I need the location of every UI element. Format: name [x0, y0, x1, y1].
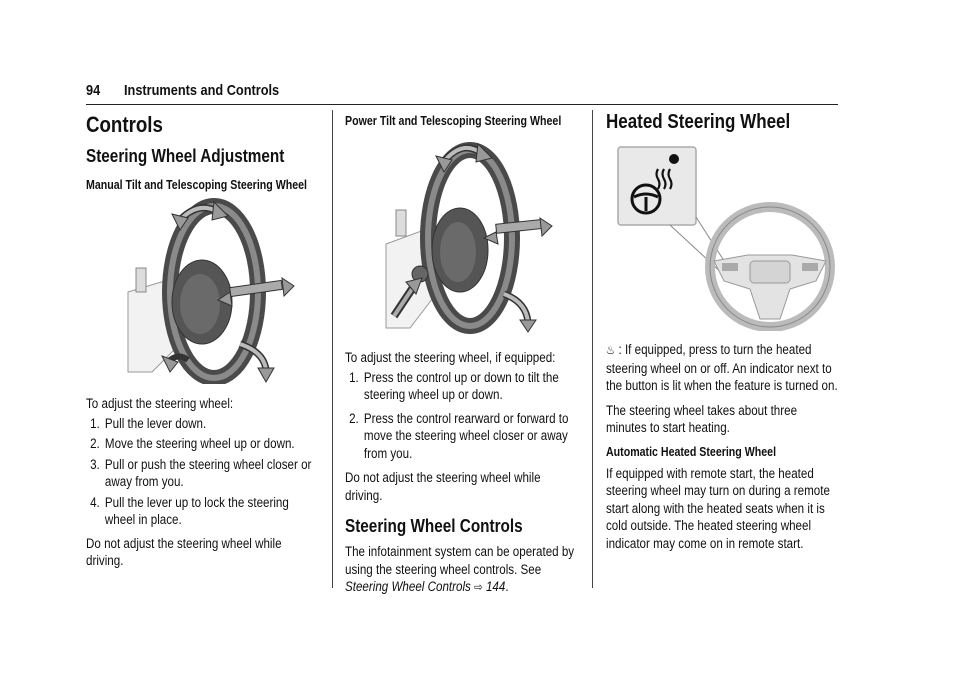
steering-wheel-adjustment-heading: Steering Wheel Adjustment: [86, 146, 285, 166]
section-title: Instruments and Controls: [124, 82, 280, 99]
controls-heading: Controls: [86, 112, 163, 137]
heated-button-inset: [618, 147, 696, 225]
heated-steering-wheel-heading: Heated Steering Wheel: [606, 111, 791, 133]
list-item: 3. Pull or push the steering wheel closer or away from you.: [90, 456, 312, 489]
automatic-heated-text: If equipped with remote start, the heated steering wheel may turn on during a remote start along with the heated seats when it is cold outside. The heated steering wheel indicator may come on in remote start.: [606, 465, 830, 551]
manual-steps: [86, 415, 318, 529]
power-steps: [345, 369, 580, 463]
indicator-light-icon: [669, 154, 679, 164]
page-number: 94: [86, 82, 101, 99]
column-divider-1: [332, 110, 333, 588]
list-item: 1. Press the control up or down to tilt the steering wheel up or down.: [349, 369, 559, 402]
list-item: 4. Pull the lever up to lock the steering wheel in place.: [90, 494, 289, 527]
heated-wheel-inline-icon: ♨: [606, 343, 616, 357]
manual-warning: Do not adjust the steering wheel while driving.: [86, 535, 282, 568]
steering-wheel-controls-page: 144: [485, 579, 506, 594]
heated-wheel-text: [606, 341, 841, 552]
manual-figure-caption: Manual Tilt and Telescoping Steering Wheel: [86, 178, 307, 192]
power-figure-caption: Power Tilt and Telescoping Steering Wheel: [345, 114, 562, 128]
column-1: [86, 110, 318, 192]
power-steering-wheel-illustration: [380, 134, 555, 334]
manual-steering-wheel-illustration: [118, 192, 298, 384]
page-header: [86, 82, 838, 105]
page-reference-icon: ⇨: [474, 580, 483, 594]
column-divider-2: [592, 110, 593, 588]
list-item: 1. Pull the lever down.: [90, 415, 207, 431]
heating-time-text: The steering wheel takes about three minutes to start heating.: [606, 402, 798, 435]
power-intro: To adjust the steering wheel, if equipped:: [345, 350, 556, 365]
automatic-heated-heading: Automatic Heated Steering Wheel: [606, 444, 777, 459]
manual-intro: To adjust the steering wheel:: [86, 396, 234, 411]
steering-wheel-controls-text: The infotainment system can be operated by using the steering wheel controls. See Steering Wheel Controls ⇨ 144.: [345, 544, 575, 594]
heated-button-description: ♨ : If equipped, press to turn the heated steering wheel on or off. An indicator next to the button is lit when the feature is turned on.: [606, 342, 838, 393]
lever-icon: [136, 268, 146, 292]
heated-steering-wheel-illustration: [610, 143, 838, 331]
column-3: [606, 110, 841, 134]
column-2: [345, 110, 580, 128]
manual-instructions: [86, 395, 318, 570]
power-instructions: [345, 349, 580, 597]
list-item: 2. Press the control rearward or forward to move the steering wheel closer or away from you.: [349, 410, 569, 461]
power-warning: Do not adjust the steering wheel while driving.: [345, 470, 541, 503]
list-item: 2. Move the steering wheel up or down.: [90, 436, 295, 451]
steering-wheel-controls-heading: Steering Wheel Controls: [345, 516, 523, 536]
steering-wheel-controls-link[interactable]: Steering Wheel Controls: [345, 579, 471, 594]
